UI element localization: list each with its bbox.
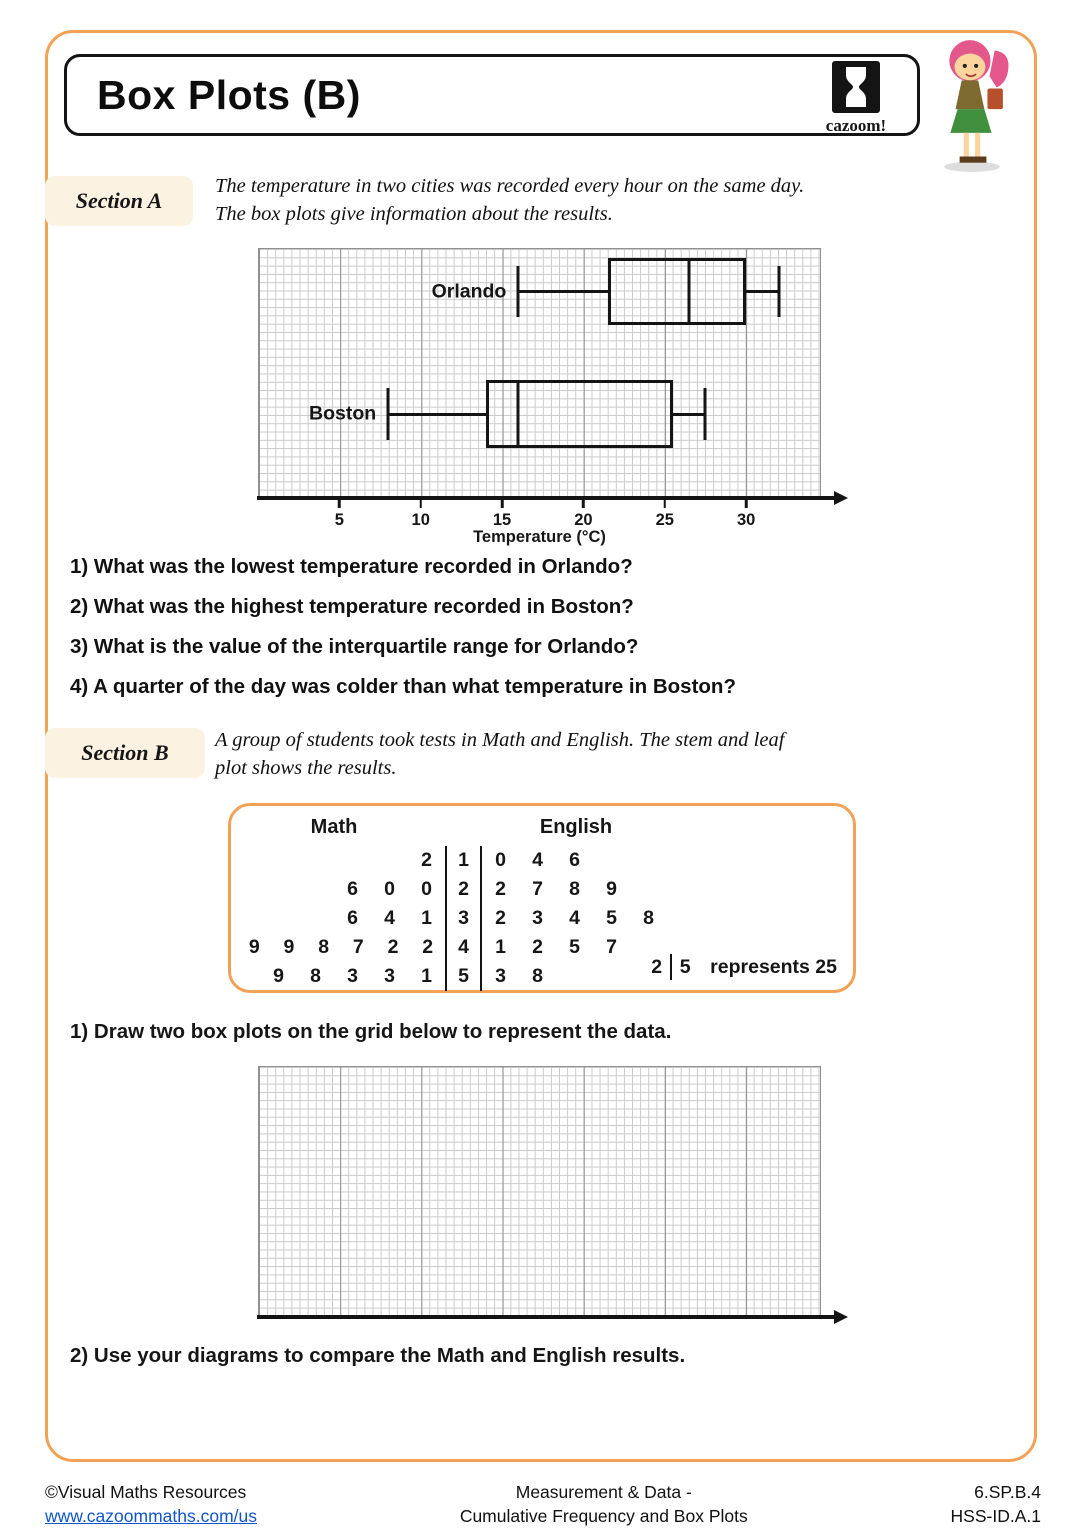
boxplot-series-label: Boston (309, 402, 377, 425)
x-axis (257, 496, 836, 500)
leaf-digit: 2 (421, 849, 432, 871)
leaf-digit: 7 (352, 936, 364, 958)
english-leaves (482, 962, 556, 991)
key-leaf-digit: 5 (679, 955, 691, 978)
axis-tick (501, 500, 504, 508)
axis-arrow-icon (834, 491, 848, 505)
cazoom-hourglass-icon (832, 61, 880, 113)
drawing-grid-axis (257, 1315, 836, 1319)
title-box (64, 54, 920, 136)
leaf-digit: 5 (569, 936, 580, 958)
footer-standard2: HSS-ID.A.1 (950, 1506, 1041, 1526)
leaf-digit: 8 (569, 878, 580, 900)
math-leaves (237, 846, 445, 875)
section-a-label (45, 176, 193, 226)
leaf-digit: 7 (606, 936, 617, 958)
stem-digit: 5 (445, 962, 482, 991)
leaf-digit: 3 (347, 965, 358, 987)
english-leaves (482, 875, 630, 904)
axis-tick-label: 10 (411, 511, 430, 529)
stem-leaf-row (237, 846, 667, 875)
stem-leaf-row (237, 875, 667, 904)
boxplot-series-label: Orlando (431, 280, 507, 302)
stem-leaf-row (237, 904, 667, 933)
leaf-digit: 8 (310, 965, 321, 987)
section-b-intro-line1: A group of students took tests in Math and English. The stem and leaf (215, 729, 785, 751)
footer-url-link[interactable]: www.cazoommaths.com/us (45, 1506, 258, 1526)
leaf-digit: 9 (606, 878, 617, 900)
leaf-digit: 2 (495, 878, 506, 900)
boxplot-upper-whisker-line (673, 413, 706, 416)
boxplot-median-line (688, 258, 691, 325)
leaf-digit: 3 (495, 965, 506, 987)
leaf-digit: 5 (606, 907, 617, 929)
boxplot-chart (258, 248, 868, 558)
leaf-digit: 9 (273, 965, 284, 987)
question-b2: 2) Use your diagrams to compare the Math and English results. (70, 1344, 686, 1367)
leaf-digit: 0 (495, 849, 506, 871)
x-axis-title: Temperature (°C) (473, 528, 606, 546)
leaf-digit: 8 (318, 936, 330, 958)
section-b-intro-line2: plot shows the results. (215, 757, 397, 779)
question-a1: 1) What was the lowest temperature recorded in Orlando? (70, 555, 633, 578)
axis-tick (745, 500, 748, 508)
section-b-label-text: Section B (81, 740, 169, 765)
stem-leaf-key (644, 954, 837, 980)
stem-digit: 2 (445, 875, 482, 904)
stem-leaf-rows (237, 846, 667, 991)
axis-tick (419, 500, 422, 508)
section-a-label-text: Section A (75, 188, 163, 213)
math-leaves (237, 904, 445, 933)
english-leaves (482, 846, 593, 875)
footer-center (460, 1480, 748, 1528)
english-leaves (482, 933, 630, 962)
leaf-digit: 4 (532, 849, 543, 871)
leaf-digit: 3 (532, 907, 543, 929)
leaf-digit: 6 (569, 849, 580, 871)
page-footer (45, 1480, 1041, 1528)
leaf-digit: 2 (532, 936, 543, 958)
footer-right (951, 1480, 1041, 1528)
axis-tick-label: 30 (736, 511, 756, 529)
boxplot-median-line (517, 380, 520, 448)
leaf-digit: 8 (532, 965, 543, 987)
section-a-intro (215, 172, 804, 228)
page-title: Box Plots (B) (97, 72, 361, 118)
footer-standard1: 6.SP.B.4 (974, 1482, 1041, 1502)
boxplot-max-whisker (777, 266, 780, 317)
question-a2: 2) What was the highest temperature recorded in Boston? (70, 595, 634, 618)
math-leaves (237, 933, 445, 962)
stem-leaf-right-header: English (539, 816, 613, 838)
leaf-digit: 8 (643, 907, 654, 929)
leaf-digit: 6 (347, 878, 358, 900)
leaf-digit: 6 (347, 907, 358, 929)
leaf-digit: 0 (384, 878, 395, 900)
stem-digit: 3 (445, 904, 482, 933)
leaf-digit: 9 (248, 936, 260, 958)
leaf-digit: 2 (495, 907, 506, 929)
leaf-digit: 4 (569, 907, 580, 929)
leaf-digit: 4 (384, 907, 395, 929)
leaf-digit: 3 (384, 965, 395, 987)
question-b1: 1) Draw two box plots on the grid below to represent the data. (70, 1020, 672, 1043)
stem-leaf-row (237, 933, 667, 962)
footer-topic-line2: Cumulative Frequency and Box Plots (459, 1506, 748, 1526)
leaf-digit: 2 (387, 936, 399, 958)
drawing-grid-chart (258, 1066, 868, 1346)
boxplot-iqr-box (608, 258, 746, 325)
footer-copyright: ©Visual Maths Resources (45, 1482, 247, 1502)
cartoon-schoolgirl-icon (922, 34, 1022, 174)
empty-drawing-grid[interactable] (258, 1066, 821, 1316)
leaf-digit: 7 (532, 878, 543, 900)
footer-left (45, 1480, 257, 1528)
question-a4: 4) A quarter of the day was colder than what temperature in Boston? (70, 675, 736, 698)
axis-tick (664, 500, 667, 508)
stem-and-leaf-plot (228, 803, 856, 993)
footer-topic-line1: Measurement & Data - (515, 1482, 692, 1502)
stem-digit: 1 (445, 846, 482, 875)
leaf-digit: 2 (422, 936, 434, 958)
axis-tick (338, 500, 341, 508)
section-b-intro (215, 726, 784, 782)
stem-leaf-left-header: Math (310, 816, 358, 838)
math-leaves (237, 875, 445, 904)
axis-arrow-icon (834, 1310, 848, 1324)
section-b-label (45, 728, 205, 778)
question-a3: 3) What is the value of the interquartile range for Orlando? (70, 635, 639, 658)
section-a-questions (70, 555, 736, 699)
leaf-digit: 1 (421, 907, 432, 929)
boxplot-iqr-box (486, 380, 673, 448)
section-a-intro-line2: The box plots give information about the results. (215, 203, 613, 225)
leaf-digit: 9 (283, 936, 295, 958)
math-leaves (237, 962, 445, 991)
section-a-intro-line1: The temperature in two cities was recorded every hour on the same day. (215, 175, 805, 197)
brand-logo (817, 61, 895, 136)
brand-name: cazoom! (825, 116, 887, 135)
stem-digit: 4 (445, 933, 482, 962)
stem-leaf-row (237, 962, 667, 991)
boxplot-upper-whisker-line (746, 290, 779, 293)
boxplot-max-whisker (704, 388, 707, 440)
boxplot-lower-whisker-line (388, 413, 486, 416)
english-leaves (482, 904, 667, 933)
axis-tick-label: 15 (492, 511, 512, 529)
axis-tick (582, 500, 585, 508)
boxplot-lower-whisker-line (518, 290, 607, 293)
key-text: represents 25 (710, 955, 837, 978)
key-stem-digit: 2 (651, 955, 663, 978)
leaf-digit: 1 (495, 936, 506, 958)
axis-tick-label: 25 (655, 511, 674, 529)
leaf-digit: 0 (421, 878, 432, 900)
axis-tick-label: 5 (334, 511, 344, 529)
leaf-digit: 1 (421, 965, 432, 987)
axis-tick-label: 20 (574, 511, 593, 529)
boxplot-plots-layer (258, 248, 821, 497)
